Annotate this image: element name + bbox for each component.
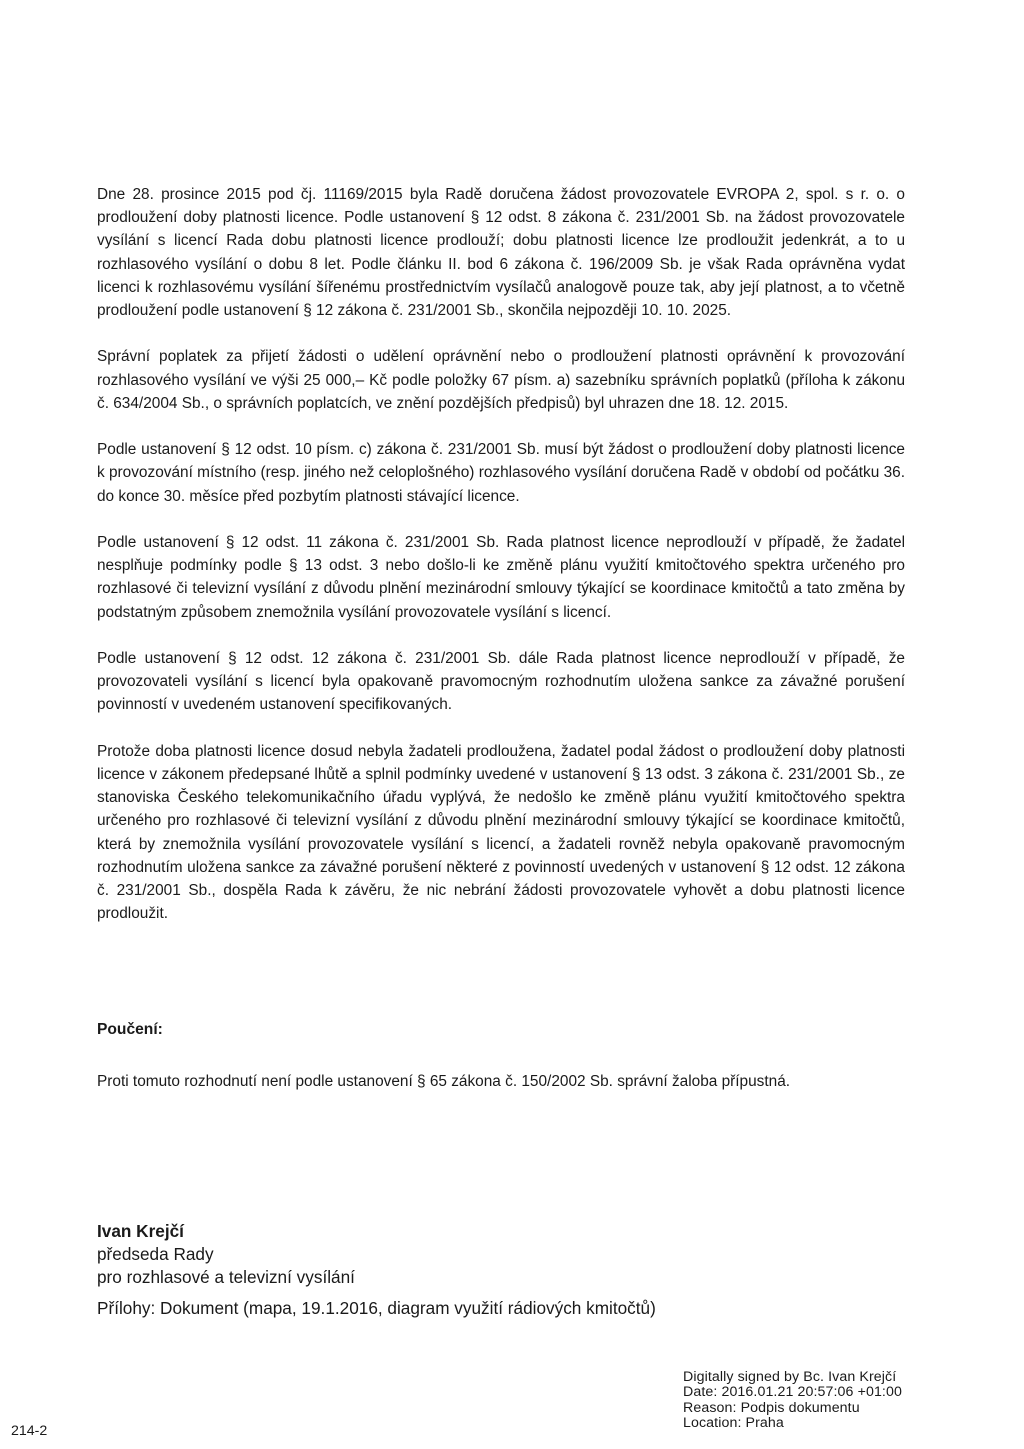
paragraph-conclusion: Protože doba platnosti licence dosud nebyla žadateli prodloužena, žadatel podal žádost o prodloužení doby platnosti licence v zákonem předepsané lhůtě a splnil podmínky uvedené v ustanovení § 13 odst. 3 zákona č. 231/2001 Sb., ze stanoviska Českého telekomunikačního úřadu vyplývá, že nedošlo ke změně plánu využití kmitočtového spektra určeného pro rozhlasové či televizní vysílání z důvodu plnění mezinárodní smlouvy týkající se koordinace kmitočtů, která by znemožnila vysílání provozovatele vysílání s licencí, a žadateli rovněž nebyla opakovaně pravomocným rozhodnutím uložena sankce za závažné porušení některé z povinností uvedených v ustanovení § 12 odst. 12 zákona č. 231/2001 Sb., dospěla Rada k závěru, že nic nebrání žádosti provozovatele vyhovět a dobu platnosti licence prodloužit.: [97, 742, 905, 923]
signatory-name: Ivan Krejčí: [97, 1221, 184, 1241]
digital-signature-stamp: [683, 1370, 902, 1432]
paragraph-sanctions: Podle ustanovení § 12 odst. 12 zákona č. 231/2001 Sb. dále Rada platnost licence neprodlouží v případě, že provozovateli vysílání s licencí byla opakovaně pravomocným rozhodnutím uložena sankce za závažné porušení povinností v uvedeném ustanovení specifikovaných.: [97, 650, 905, 714]
paragraph-application-received: Dne 28. prosince 2015 pod čj. 11169/2015 byla Radě doručena žádost provozovatele EVROPA 2, spol. s r. o. o prodloužení doby platnosti licence. Podle ustanovení § 12 odst. 8 zákona č. 231/2001 Sb. na žádost provozovatele vysílání s licencí Rada dobu platnosti licence prodlouží; dobu platnosti licence lze prodloužit jedenkrát, a to u rozhlasového vysílání o dobu 8 let. Podle článku II. bod 6 zákona č. 196/2009 Sb. je však Rada oprávněna vydat licenci k rozhlasovému vysílání šířenému prostřednictvím vysílačů analogově pouze tak, aby její platnost, a to včetně prodloužení podle ustanovení § 12 zákona č. 231/2001 Sb., skončila nejpozději 10. 10. 2025.: [97, 186, 905, 320]
signatory-role: předseda Rady: [97, 1243, 214, 1264]
paragraph-administrative-fee: Správní poplatek za přijetí žádosti o udělení oprávnění nebo o prodloužení platnosti oprávnění k provozování rozhlasového vysílání ve výši 25 000,– Kč podle položky 67 písm. a) sazebníku správních poplatků (příloha k zákonu č. 634/2004 Sb., o správních poplatcích, ve znění pozdějších předpisů) byl uhrazen dne 18. 12. 2015.: [97, 348, 905, 412]
attachments-line: Přílohy: Dokument (mapa, 19.1.2016, diagram využití rádiových kmitočtů): [97, 1298, 656, 1318]
paragraph-submission-period: Podle ustanovení § 12 odst. 10 písm. c) zákona č. 231/2001 Sb. musí být žádost o prodloužení doby platnosti licence k provozování místního (resp. jiného než celoplošného) rozhlasového vysílání doručena Radě v období od počátku 36. do konce 30. měsíce před pozbytím platnosti stávající licence.: [97, 441, 905, 505]
signature-block: [97, 1220, 355, 1288]
digital-signature-location: Location: Praha: [683, 1415, 784, 1432]
digital-signature-reason: Reason: Podpis dokumentu: [683, 1399, 860, 1416]
signatory-organization: pro rozhlasové a televizní vysílání: [97, 1266, 355, 1287]
instruction-text: Proti tomuto rozhodnutí není podle ustanovení § 65 zákona č. 150/2002 Sb. správní žaloba přípustná.: [97, 1073, 791, 1090]
digital-signature-date: Date: 2016.01.21 20:57:06 +01:00: [683, 1384, 902, 1401]
digital-signature-signed-by: Digitally signed by Bc. Ivan Krejčí: [683, 1369, 897, 1385]
instruction-heading: Poučení:: [97, 1021, 163, 1038]
body-text: [97, 183, 905, 949]
page-number: 214-2: [11, 1423, 48, 1439]
paragraph-refusal-conditions: Podle ustanovení § 12 odst. 11 zákona č. 231/2001 Sb. Rada platnost licence neprodlouží v případě, že žadatel nesplňuje podmínky podle § 13 odst. 3 nebo došlo-li ke změně plánu využití kmitočtového spektra určeného pro rozhlasové či televizní vysílání z důvodu plnění mezinárodní smlouvy týkající se koordinace kmitočtů a tato změna by podstatným způsobem znemožnila vysílání provozovatele vysílání s licencí.: [97, 534, 905, 621]
